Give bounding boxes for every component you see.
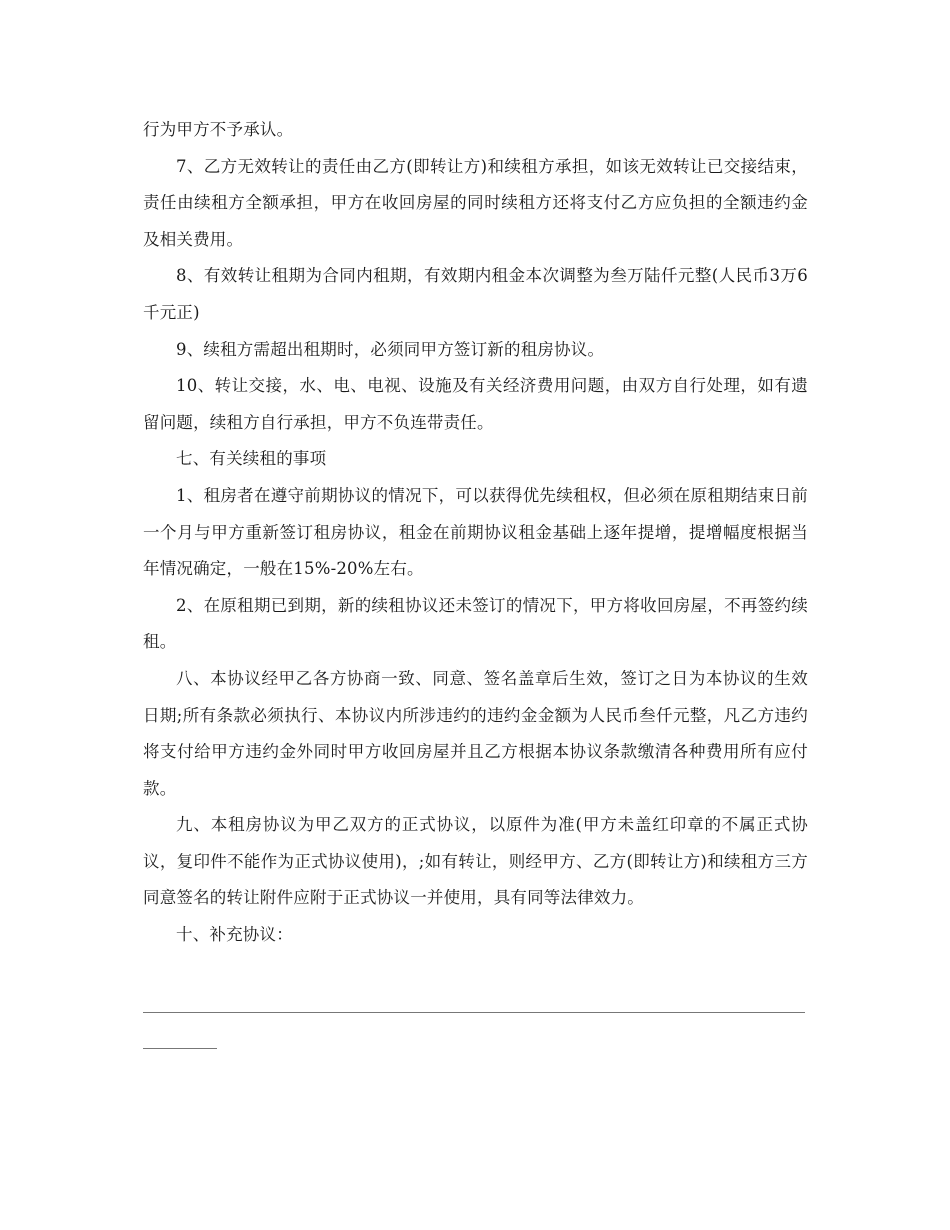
paragraph-clause-7: 7、乙方无效转让的责任由乙方(即转让方)和续租方承担，如该无效转让已交接结束，责任由续租方全额承担，甲方在收回房屋的同时续租方还将支付乙方应负担的全额违约金及相关费用。 [143,156,808,249]
document-body [143,112,808,954]
section-heading-7: 七、有关续租的事项 [176,449,327,469]
section-10-supplementary: 十、补充协议： [176,925,293,945]
paragraph-clause-8: 8、有效转让租期为合同内租期，有效期内租金本次调整为叁万陆仟元整(人民币3万6千元正) [143,266,808,322]
fill-in-line-continuation [143,1048,217,1049]
paragraph-renewal-2: 2、在原租期已到期，新的续租协议还未签订的情况下，甲方将收回房屋，不再签约续租。 [143,595,808,652]
paragraph-renewal-1: 1、租房者在遵守前期协议的情况下，可以获得优先续租权，但必须在原租期结束日前一个月与甲方重新签订租房协议，租金在前期协议租金基础上逐年提增，提增幅度根据当年情况确定，一般在15%-20%左右。 [143,485,808,579]
section-8-effectiveness: 八、本协议经甲乙各方协商一致、同意、签名盖章后生效，签订之日为本协议的生效日期;所有条款必须执行、本协议内所涉违约的违约金金额为人民币叁仟元整，凡乙方违约将支付给甲方违约金外同时甲方收回房屋并且乙方根据本协议条款缴清各种费用所有应付款。 [143,668,808,798]
paragraph-clause-9: 9、续租方需超出租期时，必须同甲方签订新的租房协议。 [176,339,605,359]
paragraph-continuation: 行为甲方不予承认。 [143,120,294,139]
section-9-formal-agreement: 九、本租房协议为甲乙双方的正式协议，以原件为准(甲方未盖红印章的不属正式协议，复印件不能作为正式协议使用)，;如有转让，则经甲方、乙方(即转让方)和续租方三方同意签名的转让附件应附于正式协议一并使用，具有同等法律效力。 [143,815,808,908]
fill-in-line [143,1012,805,1013]
paragraph-clause-10: 10、转让交接，水、电、电视、设施及有关经济费用问题，由双方自行处理，如有遗留问题，续租方自行承担，甲方不负连带责任。 [143,376,808,432]
